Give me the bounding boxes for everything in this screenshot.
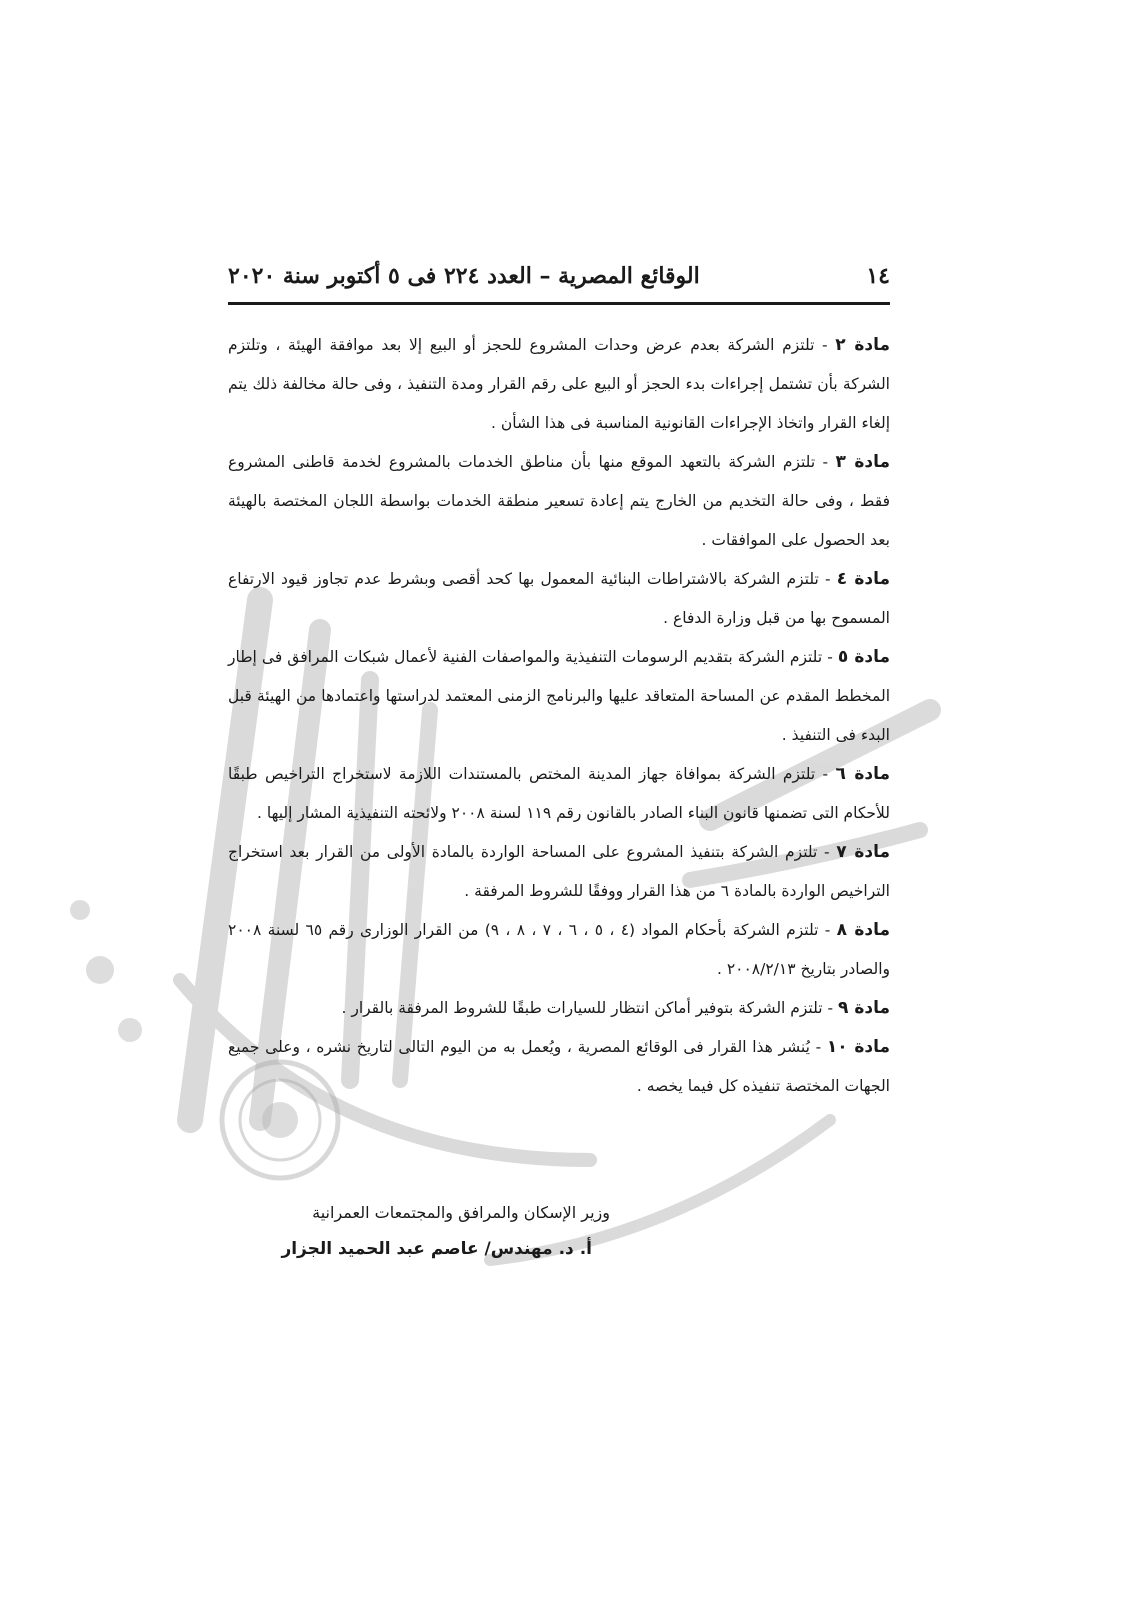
article-text: تلتزم الشركة بالتعهد الموقع منها بأن مناطق الخدمات بالمشروع لخدمة قاطنى المشروع فقط ، وفى حالة التخديم من الخارج يتم إعادة تسعير منطقة الخدمات بواسطة اللجان المختصة بالهيئة بعد الحصول على الموافقات . (228, 453, 890, 549)
article-2: مادة ٢ - تلتزم الشركة بعدم عرض وحدات المشروع للحجز أو البيع إلا بعد موافقة الهيئة ، وتلتزم الشركة بأن تشتمل إجراءات بدء الحجز أو البيع على رقم القرار ومدة التنفيذ ، وفى حالة مخالفة ذلك يتم إلغاء القرار واتخاذ الإجراءات القانونية المناسبة فى هذا الشأن . (228, 335, 890, 432)
article-4: مادة ٤ - تلتزم الشركة بالاشتراطات البنائية المعمول بها كحد أقصى وبشرط عدم تجاوز قيود الارتفاع المسموح بها من قبل وزارة الدفاع . (228, 569, 891, 627)
article-text: تلتزم الشركة بأحكام المواد (٤ ، ٥ ، ٦ ، ٧ ، ٨ ، ٩) من القرار الوزارى رقم ٦٥ لسنة ٢٠٠٨ والصادر بتاريخ ٢٠٠٨/٢/١٣ . (228, 921, 890, 978)
article-text: تلتزم الشركة بالاشتراطات البنائية المعمول بها كحد أقصى وبشرط عدم تجاوز قيود الارتفاع المسموح بها من قبل وزارة الدفاع . (228, 570, 890, 627)
article-label: مادة ٨ (836, 920, 891, 940)
article-9: مادة ٩ - تلتزم الشركة بتوفير أماكن انتظار للسيارات طبقًا للشروط المرفقة بالقرار . (341, 998, 890, 1018)
article-label: مادة ١٠ (826, 1037, 890, 1057)
article-5: مادة ٥ - تلتزم الشركة بتقديم الرسومات التنفيذية والمواصفات الفنية لأعمال شبكات المرافق فى إطار المخطط المقدم عن المساحة المتعاقد عليها والبرنامج الزمنى المعتمد لدراستها واعتمادها من الهيئة قبل البدء فى التنفيذ . (228, 647, 890, 744)
gazette-title: الوقائع المصرية – العدد ٢٢٤ فى ٥ أكتوبر سنة ٢٠٢٠ (228, 263, 700, 289)
page-header (228, 258, 890, 294)
article-7: مادة ٧ - تلتزم الشركة بتنفيذ المشروع على المساحة الواردة بالمادة الأولى من القرار بعد استخراج التراخيص الواردة بالمادة ٦ من هذا القرار ووفقًا للشروط المرفقة . (228, 842, 890, 900)
article-label: مادة ٤ (836, 569, 891, 589)
page-number: ١٤ (866, 263, 890, 289)
article-10: مادة ١٠ - يُنشر هذا القرار فى الوقائع المصرية ، ويُعمل به من اليوم التالى لتاريخ نشره ، وعلى جميع الجهات المختصة تنفيذه كل فيما يخصه . (228, 1037, 890, 1095)
article-text: تلتزم الشركة بتقديم الرسومات التنفيذية والمواصفات الفنية لأعمال شبكات المرافق فى إطار المخطط المقدم عن المساحة المتعاقد عليها والبرنامج الزمنى المعتمد لدراستها واعتمادها من الهيئة قبل البدء فى التنفيذ . (228, 648, 890, 744)
article-label: مادة ٢ (835, 335, 890, 355)
article-label: مادة ٩ (838, 998, 890, 1018)
signatory-title: وزير الإسكان والمرافق والمجتمعات العمرانية (312, 1203, 610, 1222)
article-8: مادة ٨ - تلتزم الشركة بأحكام المواد (٤ ، ٥ ، ٦ ، ٧ ، ٨ ، ٩) من القرار الوزارى رقم ٦٥ لسنة ٢٠٠٨ والصادر بتاريخ ٢٠٠٨/٢/١٣ . (228, 920, 891, 978)
article-text: تلتزم الشركة بتوفير أماكن انتظار للسيارات طبقًا للشروط المرفقة بالقرار . (341, 999, 823, 1017)
article-text: تلتزم الشركة بعدم عرض وحدات المشروع للحجز أو البيع إلا بعد موافقة الهيئة ، وتلتزم الشركة بأن تشتمل إجراءات بدء الحجز أو البيع على رقم القرار ومدة التنفيذ ، وفى حالة مخالفة ذلك يتم إلغاء القرار واتخاذ الإجراءات القانونية المناسبة فى هذا الشأن . (228, 336, 890, 432)
articles-body (228, 326, 890, 1106)
article-label: مادة ٦ (835, 764, 890, 784)
article-label: مادة ٣ (835, 452, 890, 472)
article-3: مادة ٣ - تلتزم الشركة بالتعهد الموقع منها بأن مناطق الخدمات بالمشروع لخدمة قاطنى المشروع فقط ، وفى حالة التخديم من الخارج يتم إعادة تسعير منطقة الخدمات بواسطة اللجان المختصة بالهيئة بعد الحصول على الموافقات . (228, 452, 890, 549)
article-6: مادة ٦ - تلتزم الشركة بموافاة جهاز المدينة المختص بالمستندات اللازمة لاستخراج التراخيص طبقًا للأحكام التى تضمنها قانون البناء الصادر بالقانون رقم ١١٩ لسنة ٢٠٠٨ ولائحته التنفيذية المشار إليها . (228, 764, 890, 822)
article-text: يُنشر هذا القرار فى الوقائع المصرية ، ويُعمل به من اليوم التالى لتاريخ نشره ، وعلى جميع الجهات المختصة تنفيذه كل فيما يخصه . (228, 1038, 890, 1095)
article-text: تلتزم الشركة بموافاة جهاز المدينة المختص بالمستندات اللازمة لاستخراج التراخيص طبقًا للأحكام التى تضمنها قانون البناء الصادر بالقانون رقم ١١٩ لسنة ٢٠٠٨ ولائحته التنفيذية المشار إليها . (228, 765, 890, 822)
article-label: مادة ٧ (836, 842, 890, 862)
header-divider (228, 302, 890, 305)
article-label: مادة ٥ (837, 647, 890, 667)
signatory-name: أ. د. مهندس/ عاصم عبد الحميد الجزار (281, 1239, 592, 1259)
article-text: تلتزم الشركة بتنفيذ المشروع على المساحة الواردة بالمادة الأولى من القرار بعد استخراج التراخيص الواردة بالمادة ٦ من هذا القرار ووفقًا للشروط المرفقة . (228, 843, 890, 900)
